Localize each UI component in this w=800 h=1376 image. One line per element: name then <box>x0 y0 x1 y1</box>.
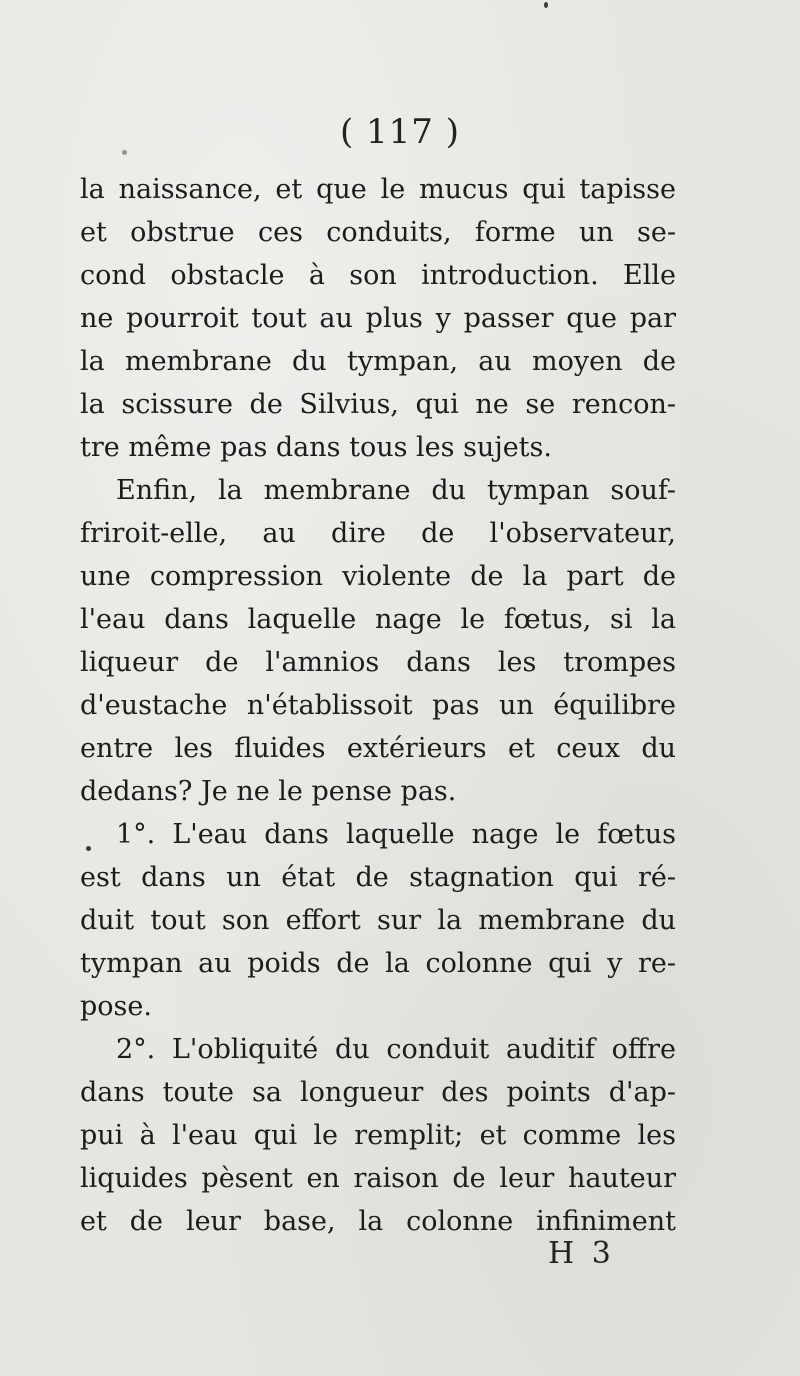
text-line: entre les fluides extérieurs et ceux du <box>80 733 676 764</box>
text-line: duit tout son effort sur la membrane du <box>80 905 676 936</box>
text-line: la scissure de Silvius, qui ne se rencon- <box>80 389 676 420</box>
text-line: tympan au poids de la colonne qui y re- <box>80 948 676 979</box>
text-line: et de leur base, la colonne infiniment <box>80 1206 676 1237</box>
signature-mark: H 3 <box>548 1236 615 1271</box>
text-line: et obstrue ces conduits, forme un se- <box>80 217 676 248</box>
text-line: la membrane du tympan, au moyen de <box>80 346 676 377</box>
text-line: ne pourroit tout au plus y passer que par <box>80 303 676 334</box>
body-text <box>80 168 676 1243</box>
text-line: l'eau dans laquelle nage le fœtus, si la <box>80 604 676 635</box>
text-line: liquides pèsent en raison de leur hauteur <box>80 1163 676 1194</box>
text-line: friroit-elle, au dire de l'observateur, <box>80 518 676 549</box>
text-line: pose. <box>80 991 152 1022</box>
text-line: 1°. L'eau dans laquelle nage le fœtus <box>116 819 676 850</box>
text-line: d'eustache n'établissoit pas un équilibre <box>80 690 676 721</box>
text-line: la naissance, et que le mucus qui tapisse <box>80 174 676 205</box>
text-line: dedans? Je ne le pense pas. <box>80 776 457 807</box>
text-line: pui à l'eau qui le remplit; et comme les <box>80 1120 676 1151</box>
text-line: cond obstacle à son introduction. Elle <box>80 260 676 291</box>
text-line: une compression violente de la part de <box>80 561 676 592</box>
text-line: Enfin, la membrane du tympan souf- <box>116 475 676 506</box>
page-number: ( 117 ) <box>339 112 461 152</box>
text-line: dans toute sa longueur des points d'ap- <box>80 1077 676 1108</box>
text-line: liqueur de l'amnios dans les trompes <box>80 647 676 678</box>
text-line: tre même pas dans tous les sujets. <box>80 432 552 463</box>
text-line: est dans un état de stagnation qui ré- <box>80 862 676 893</box>
ink-speck <box>544 2 548 8</box>
text-line: 2°. L'obliquité du conduit auditif offre <box>116 1034 676 1065</box>
